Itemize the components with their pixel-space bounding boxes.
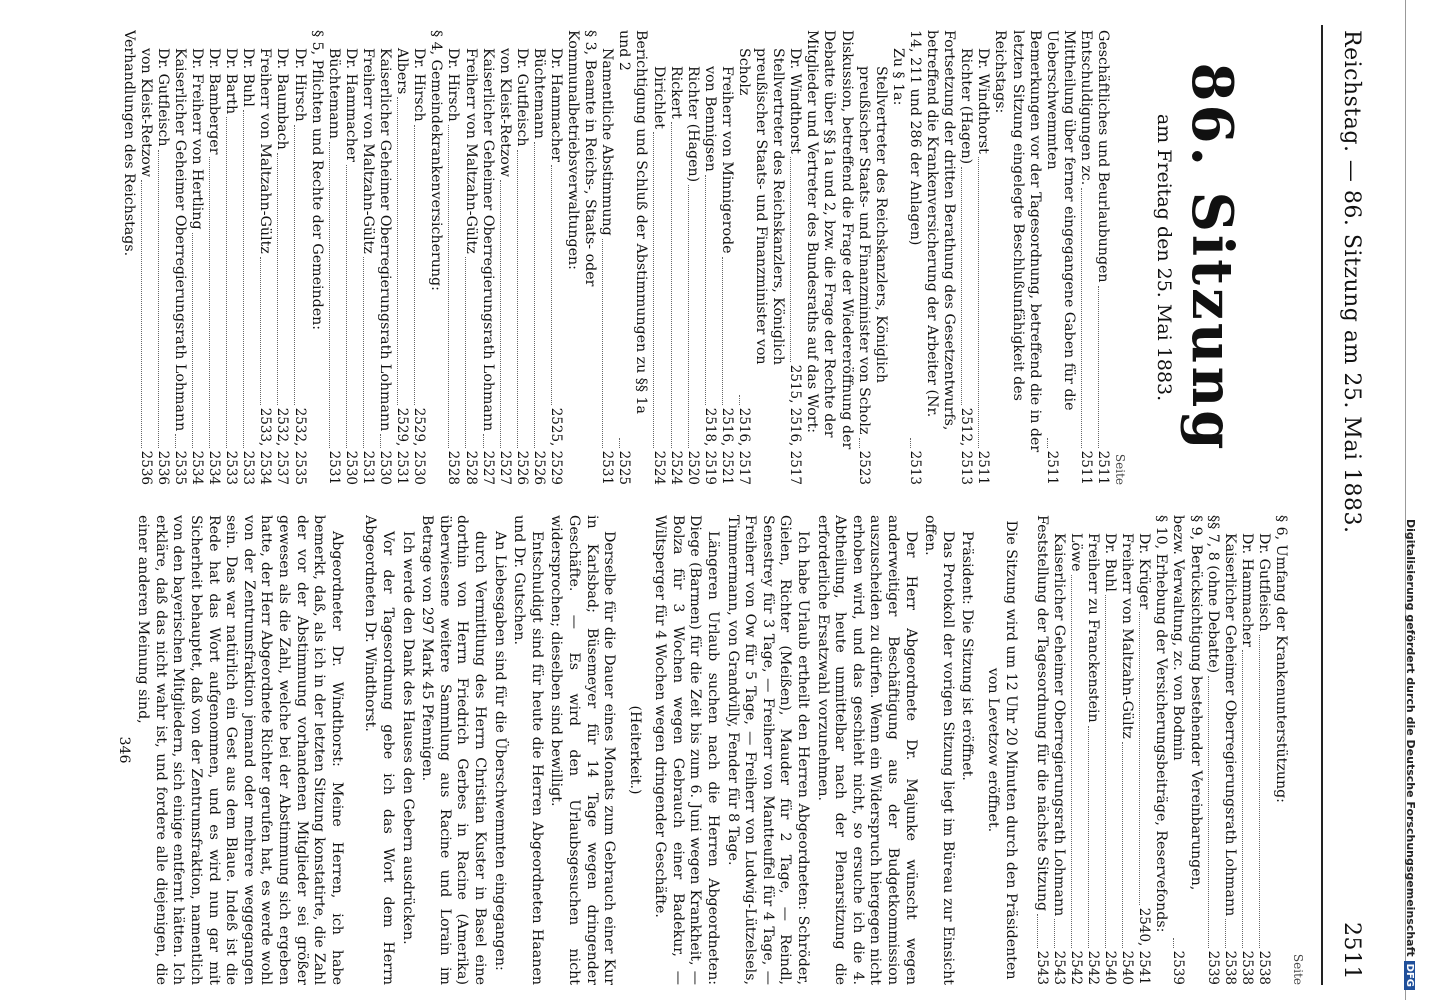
toc-entry [1101, 515, 1118, 985]
toc-page-number: 2535 [171, 450, 188, 485]
paragraph: Abgeordneter Dr. Windthorst: Meine Herren, ich habe bemerkt, daß, als ich in der letzten Sitzung konstatirte, die Zahl der vor der Abstimmung vorhandenen Mitglieder sei größer gewesen als die Zahl, welche bei der Abstimmung sich ergeben hatte, der Herr Abgeordnete Richter gerufen hat, es werde wohl von der Zentrumsfraktion jemand oder mehrere weggegangen sein. Das war natürlich ein Gest aus dem Blaue. Indeß ist die Rede hat das Wort aufgenommen, und es wird nun gar mit Sicherheit behauptet, daß von der Zentrumsfraktion, namentlich von den bayerischen Mitgliedern, sich einige entfernt hätten. Ich erkläre, daß das nicht wahr ist, und fordere alle diejenigen, die einer anderen Meinung sind, [135, 515, 345, 985]
dot-leader [722, 257, 723, 405]
toc-entry [735, 30, 786, 485]
dot-leader [602, 239, 603, 448]
paragraph: Längeren Urlaub suchen nach die Herren Abgeordneten: Diege (Barmen) für die Zeit bis zum 6. Juni wegen Krankheit, — Bolza für 3 Wochen wegen Gebrauch einer Badekur, — Wiltsperger für 4 Wochen wegen dringender Geschäfte. [652, 515, 722, 985]
dot-leader [380, 434, 381, 447]
toc-entry [718, 30, 735, 485]
header-rule [1321, 25, 1323, 985]
toc-entry-text: § 6, Umfang der Krankenunterstützung: [1273, 515, 1289, 803]
toc-page-number: 2527 [496, 450, 513, 485]
toc-page-number: 2534 [206, 450, 223, 485]
toc-entry [530, 30, 547, 485]
table-of-contents-right [1033, 515, 1289, 985]
toc-entry [1221, 515, 1238, 985]
toc-entry-text: Dr. Gutfleisch [154, 48, 171, 147]
toc-entry [803, 30, 854, 485]
toc-page-number: 2524 [650, 450, 667, 485]
toc-entry [1118, 515, 1135, 985]
toc-entry [291, 30, 308, 485]
toc-entry-text: Mittheilung über ferner eingegangene Gaben für die Ueberschwemmten [1043, 30, 1077, 411]
toc-entry-text: Bemerkungen vor der Tagesordnung, betreffend die in der letzten Sitzung eingelegte Beschlußunfähigkeit des Reichstags: [992, 30, 1043, 453]
dot-leader [517, 150, 518, 448]
toc-entry-text: Geschäftliches und Beurlaubungen [1095, 30, 1111, 283]
toc-entry [701, 30, 718, 485]
dot-leader [1242, 650, 1243, 948]
toc-page-number: 2538 [1255, 950, 1272, 985]
dot-leader [329, 142, 330, 448]
toc-entry [889, 30, 906, 485]
toc-entry [547, 30, 564, 485]
right-column [15, 515, 1305, 985]
toc-entry [906, 30, 957, 485]
toc-entry [991, 30, 1042, 485]
header-page-number: 2511 [1339, 922, 1364, 980]
paragraph: Ich habe Urlaub ertheilt den Herren Abgeordneten: Schröder, Gielen, Richter (Meißen), Mauder für 2 Tage, — Reindl, Senestrey für 3 Tage, — Freiherr von Mantteuffel für 4 Tage, — Freiherr von Ow für 5 Tage, — Freiherr von Ludwig-Lützelsels, Timmermann, von Grandvilly, Fender für 8 Tage. [724, 515, 812, 985]
dot-leader [1208, 676, 1209, 947]
toc-page-number: 2538 [1221, 950, 1238, 985]
toc-entry-text: Kaiserlicher Geheimer Oberregierungsrath Lohmann [479, 48, 496, 432]
dot-leader [158, 150, 159, 448]
toc-entry-text: Freiherr von Maltzahn-Gültz [257, 48, 274, 254]
toc-page-number: 2524 [667, 450, 684, 485]
toc-entry-text: Entschuldigungen zc. [1077, 30, 1094, 186]
dot-leader [1098, 286, 1099, 448]
toc-page-number: 2539 [1170, 950, 1187, 985]
toc-page-number: 2531 [325, 450, 342, 485]
toc-entry [137, 30, 154, 485]
toc-entry [205, 30, 222, 485]
toc-page-number: 2526 [530, 450, 547, 485]
toc-page-number: 2532, 2537 [274, 407, 291, 485]
toc-entry [239, 30, 256, 485]
toc-entry-text: Löwe [1067, 533, 1084, 572]
dot-leader [397, 97, 398, 404]
toc-entry-text: Dr. Buhl [1102, 533, 1119, 592]
toc-entry-text: Diskussion, betreffend die Frage der Wiedereröffnung der Debatte über §§ 1a und 2, bzw. die Frage der Rechte der Mitglieder und Vertreter des Bundesraths auf das Wort: [804, 30, 855, 450]
toc-entry-text: Büchtemann [530, 48, 547, 139]
toc-entry-text: Dr. Windthorst [787, 48, 804, 154]
dfg-logo: DFG [1404, 961, 1415, 990]
paragraph: Derselbe für die Dauer eines Monats zum Gebrauch einer Kur in Karlsbad; Büsemeyer für 14 Tage wegen dringender Geschäfte. — Es wird den Urlaubsgesuchen nicht widersprochen; dieselben sind bewilligt. [548, 515, 618, 985]
toc-entry-text: Richter (Hagen) [958, 48, 975, 165]
running-header [1326, 30, 1368, 980]
paragraph: Präsident: Die Sitzung ist eröffnet. [959, 531, 976, 781]
dot-leader [1088, 726, 1089, 948]
dot-leader [500, 180, 501, 448]
toc-entry-text: Stellvertreter des Reichskanzlers, Königlich preußischer Staats- und Finanzminister von Scholz [736, 48, 787, 365]
toc-entry-text: Stellvertreter des Reichskanzlers, Königlich preußischer Staats- und Finanzminister von Scholz [855, 66, 889, 435]
toc-page-number: 2543 [1033, 950, 1050, 985]
dot-leader [483, 434, 484, 447]
toc-entry-text: Freiherr von Maltzahn-Gültz [462, 48, 479, 254]
toc-entry [376, 30, 393, 485]
dot-leader [534, 142, 535, 448]
toc-entry [444, 30, 461, 485]
toc-entry [1084, 515, 1101, 985]
paragraph: durch Vermittlung des Herrn Christian Kuster in Basel eine dorthin von Herrn Friedrich Gerbes in Racine (Amerika) überwiesene weitere Sammlung aus Racine und Lorain im Betrage von 297 Mark 45 Pfennigen. [419, 515, 488, 985]
toc-page-number: 2533 [240, 450, 257, 485]
credit-text: Digitalisierung gefördert durch die Deutsche Forschungsgemeinschaft [1404, 518, 1417, 957]
toc-entry [855, 30, 889, 485]
toc-entry [461, 30, 478, 485]
dot-leader [1122, 742, 1123, 948]
digitization-credit [1404, 10, 1417, 990]
paragraph: Entschuldigt sind für heute die Herren Abgeordneten Haanen und Dr. Gutschen. [511, 515, 545, 985]
dot-leader [226, 117, 227, 448]
toc-entry [1094, 30, 1111, 485]
toc-page-number: 2526 [513, 450, 530, 485]
toc-page-number: 2542 [1067, 950, 1084, 985]
paragraph: Die Sitzung wird um 12 Uhr 20 Minuten durch den Präsidenten von Levetzow eröffnet. [985, 520, 1019, 980]
dot-leader [175, 434, 176, 447]
toc-entry [1043, 30, 1077, 485]
toc-entry-text: Dr. Gutfleisch [513, 48, 530, 147]
toc-entry [598, 30, 615, 485]
toc-page-number: 2527 [479, 450, 496, 485]
dot-leader [277, 153, 278, 405]
toc-entry-text: Kaiserlicher Geheimer Oberregierungsrath Lohmann [377, 48, 394, 432]
toc-page-number: 2516, 2521 [718, 407, 735, 485]
toc-entry-text: Freiherr zu Franckenstein [1084, 533, 1101, 723]
paragraph: Ich werde den Dank des Hauses den Gebern ausdrücken. [399, 531, 416, 945]
toc-entry-text: Kaiserlicher Geheimer Oberregierungsrath Lohmann [1221, 533, 1238, 917]
dot-leader [141, 180, 142, 448]
dot-leader [1071, 575, 1072, 948]
toc-page-number: 2533 [223, 450, 240, 485]
toc-entry-text: Verhandlungen des Reichstags. [120, 30, 137, 257]
toc-page-number: 2540 [1119, 950, 1136, 985]
toc-page-number: 2530 [342, 450, 359, 485]
toc-page-number: 2511 [1077, 450, 1094, 485]
dot-leader [1139, 612, 1140, 904]
session-title: 86. Sitzung [1179, 62, 1245, 453]
toc-entry-text: § 10, Erhebung der Versicherungsbeiträge, Reservefonds: [1153, 515, 1170, 933]
paragraph: Vor der Tagesordnung gebe ich das Wort dem Herrn Abgeordneten Dr. Windthorst. [362, 515, 396, 985]
dot-leader [859, 438, 860, 448]
toc-entry [325, 30, 342, 485]
dot-leader [790, 157, 791, 362]
toc-entry-text: von Kleist-Retzow [496, 48, 513, 177]
toc-page-number: 2531 [599, 450, 616, 485]
header-title: Reichstag. — 86. Sitzung am 25. Mai 1883. [1339, 30, 1364, 534]
toc-page-number: 2511 [1043, 450, 1060, 485]
proceedings-text [114, 515, 1019, 985]
dot-leader [448, 125, 449, 448]
seite-label: Seite [1291, 953, 1305, 985]
paragraph: An Liebesgaben sind für die Überschwemmten eingegangen: [491, 531, 508, 971]
toc-entry [1152, 515, 1169, 985]
toc-entry [154, 30, 171, 485]
toc-page-number: 2523 [855, 450, 872, 485]
toc-entry [342, 30, 359, 485]
dot-leader [1054, 919, 1055, 947]
toc-entry [564, 30, 598, 485]
toc-entry [427, 30, 444, 485]
toc-page-number: 2515, 2516, 2517 [787, 364, 804, 485]
toc-page-number: 2529, 2530 [411, 407, 428, 485]
toc-entry-text: Dr. Hirsch [291, 48, 308, 122]
toc-page-number: 2525, 2529 [548, 407, 564, 485]
toc-entry [222, 30, 239, 485]
toc-page-number: 2512, 2513 [958, 407, 975, 485]
toc-entry-text: von Bennigsen [701, 66, 718, 172]
dot-leader [1225, 919, 1226, 947]
toc-entry-text: Dr. Baumbach [274, 48, 291, 150]
toc-entry-text: Dr. Hirsch [445, 48, 462, 122]
dot-leader [961, 167, 962, 404]
paragraph: Das Protokoll der vorigen Sitzung liegt im Büreau zur Einsicht offen. [922, 515, 956, 985]
toc-entry [410, 30, 427, 485]
toc-entry [1272, 515, 1289, 985]
dot-leader [414, 125, 415, 405]
toc-entry-text: Dr. Barth [223, 48, 240, 115]
toc-entry [273, 30, 290, 485]
toc-page-number: 2511 [975, 450, 992, 485]
toc-entry-text: Feststellung der Tagesordnung für die nächste Sitzung [1033, 515, 1050, 912]
toc-entry [1169, 515, 1203, 985]
dot-leader [1173, 938, 1174, 948]
dot-leader [551, 165, 552, 405]
toc-page-number: 2528 [462, 450, 479, 485]
dot-leader [1081, 188, 1082, 447]
left-column [15, 30, 1305, 485]
toc-entry [393, 30, 410, 485]
toc-entry-text: Dr. Hammacher [548, 48, 564, 163]
toc-entry-text: Dr. Bamberger [206, 48, 223, 155]
toc-page-number: 2538 [1238, 950, 1255, 985]
dot-leader [1105, 595, 1106, 948]
dot-leader [910, 438, 911, 448]
toc-entry [256, 30, 273, 485]
toc-entry [120, 30, 137, 485]
dot-leader [619, 438, 620, 448]
dot-leader [653, 132, 654, 448]
toc-entry-text: Dr. Windthorst [975, 48, 992, 154]
toc-entry-text: Dr. Hammacher [342, 48, 359, 163]
toc-page-number: 2529, 2531 [394, 407, 411, 485]
toc-entry-text: Freiherr von Maltzahn-Gültz [359, 48, 376, 254]
dot-leader [192, 233, 193, 448]
dot-leader [688, 185, 689, 447]
toc-entry-text: Dr. Freiherr von Hertling [189, 48, 206, 230]
dot-leader [1047, 438, 1048, 448]
session-date: am Freitag den 25. Mai 1883. [1153, 113, 1175, 402]
dot-leader [295, 125, 296, 405]
toc-entry [1033, 515, 1050, 985]
toc-entry-text: Fortsetzung der dritten Berathung des Gesetzentwurfs, betreffend die Krankenversicherung der Arbeiter (Nr. 14, 211 und 286 der Anlagen) [906, 30, 958, 431]
paragraph: Der Herr Abgeordnete Dr. Majunke wünscht wegen anderweitiger Beschäftigung aus der Budgetkommission auszuscheiden zu dürfen. Wenn ein Widerspruch hiergegen nicht erhoben wird, und das geschieht nicht, so ersuche ich die 4. Abtheilung, heute unmittelbar nach der Plenarsitzung die erforderliche Ersatzwahl vorzunehmen. [814, 515, 919, 985]
toc-entry-text: Dr. Hirsch [411, 48, 428, 122]
toc-entry-text: § 9, Berücksichtigung bestehender Vereinbarungen, bezw. Verwaltung, zc. von Bodmin [1170, 515, 1204, 891]
dot-leader [363, 257, 364, 448]
toc-entry-text: Freiherr von Minnigerode [718, 66, 735, 254]
toc-entry-text: Namentliche Abstimmung [599, 48, 616, 236]
toc-entry [171, 30, 188, 485]
paragraph-gap [345, 515, 359, 985]
dot-leader [243, 110, 244, 448]
seite-label: Seite [1113, 453, 1127, 485]
toc-entry [1067, 515, 1084, 985]
toc-entry [1077, 30, 1094, 485]
toc-entry [1135, 515, 1152, 985]
toc-page-number: 2511 [1095, 450, 1111, 485]
toc-page-number: 2530 [377, 450, 394, 485]
toc-entry [1050, 515, 1067, 985]
toc-entry-text: Büchtemann [325, 48, 342, 139]
toc-page-number: 2536 [154, 450, 171, 485]
dot-leader [209, 157, 210, 447]
toc-entry [1255, 515, 1272, 985]
toc-page-number: 2540, 2541 [1136, 907, 1153, 985]
toc-page-number: 2513 [906, 450, 923, 485]
dot-leader [978, 157, 979, 448]
dot-leader [260, 257, 261, 405]
toc-entry-text: §§ 7, 8 (ohne Debatte) [1204, 515, 1221, 674]
toc-entry [188, 30, 205, 485]
dot-leader [705, 175, 706, 405]
toc-entry [359, 30, 376, 485]
toc-entry-text: von Kleist-Retzow [137, 48, 154, 177]
toc-entry-text: Kaiserlicher Geheimer Oberregierungsrath Lohmann [171, 48, 188, 432]
toc-entry [513, 30, 530, 485]
toc-page-number: 2528 [445, 450, 462, 485]
toc-entry [479, 30, 496, 485]
toc-entry-text: § 3, Beamte in Reichs-, Staats- oder Kommunalbetriebsverwaltungen: [565, 30, 599, 287]
toc-entry [667, 30, 684, 485]
toc-entry-text: Dr. Hammacher [1238, 533, 1255, 648]
toc-entry [496, 30, 513, 485]
toc-entry [649, 30, 666, 485]
toc-entry [1204, 515, 1221, 985]
toc-entry-text: Dr. Buhl [240, 48, 257, 107]
toc-entry [615, 30, 649, 485]
toc-page-number: 2520 [684, 450, 701, 485]
toc-entry [1238, 515, 1255, 985]
toc-page-number: 2543 [1050, 950, 1067, 985]
toc-entry-text: Dr. Krüger [1136, 533, 1153, 610]
table-of-contents-left [120, 30, 1111, 485]
toc-entry-text: Zu § 1a: [889, 48, 906, 106]
toc-entry-text: Richter (Hagen) [684, 66, 701, 183]
dot-leader [671, 122, 672, 448]
toc-page-number: 2540 [1102, 950, 1119, 985]
toc-entry-text: Albers [394, 48, 411, 95]
toc-page-number: 2518, 2519 [701, 407, 718, 485]
toc-entry [786, 30, 803, 485]
dot-leader [346, 165, 347, 448]
toc-page-number: 2536 [137, 450, 154, 485]
toc-page-number: 2532, 2535 [291, 407, 308, 485]
toc-entry-text: Kaiserlicher Geheimer Oberregierungsrath Lohmann [1050, 533, 1067, 917]
toc-page-number: 2533, 2534 [257, 407, 274, 485]
toc-entry [974, 30, 991, 485]
toc-entry-text: Dirichlet [650, 66, 667, 129]
toc-page-number: 2531 [359, 450, 376, 485]
toc-entry [308, 30, 325, 485]
toc-entry-text: Dr. Gutfleisch [1255, 533, 1272, 632]
toc-page-number: 2539 [1204, 950, 1221, 985]
toc-entry [957, 30, 974, 485]
toc-entry-text: § 5, Pflichten und Rechte der Gemeinden: [308, 30, 325, 331]
toc-entry-text: Freiherr von Maltzahn-Gültz [1119, 533, 1136, 739]
toc-page-number: 2534 [189, 450, 206, 485]
dot-leader [465, 257, 466, 448]
paragraph: (Heiterkeit.) [626, 705, 643, 795]
dot-leader [739, 395, 740, 405]
dot-leader [1037, 914, 1038, 948]
page-marker: 346 [115, 736, 132, 764]
toc-page-number: 2516, 2517 [736, 407, 753, 485]
toc-entry-text: Berichtigung und Schluß der Abstimmungen zu §§ 1a und 2 [616, 30, 650, 414]
toc-page-number: 2542 [1084, 950, 1101, 985]
toc-entry-text: Rickert [667, 66, 684, 119]
toc-entry [684, 30, 701, 485]
toc-page-number: 2525 [616, 450, 633, 485]
dot-leader [1259, 635, 1260, 948]
toc-entry-text: § 4, Gemeindekrankenversicherung: [428, 30, 445, 291]
